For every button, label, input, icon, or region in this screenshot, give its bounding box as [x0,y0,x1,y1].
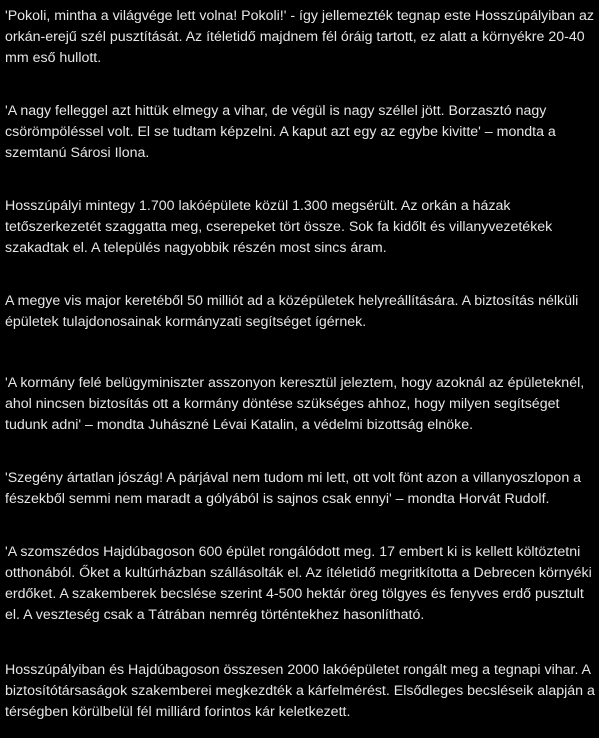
article-paragraph: 'A kormány felé belügyminiszter asszonyon keresztül jeleztem, hogy azoknál az épületeknél, ahol nincsen biztosítás ott a kormány döntése szükséges ahhoz, hogy milyen segítséget tudunk adni' – mondta Juhászné Lévai Katalin, a védelmi bizottság elnöke. [5,375,585,433]
article-paragraph: 'A nagy felleggel azt hittük elmegy a vihar, de végül is nagy széllel jött. Borzasztó nagy csörömpöléssel volt. El se tudtam képzelni. A kaput azt egy az egybe kivitte' – mondta a szemtanú Sárosi Ilona. [5,103,556,161]
article-paragraph: Hosszúpályiban és Hajdúbagoson összesen 2000 lakóépületet rongált meg a tegnapi vihar. A biztosítótársaságok szakemberei megkezdték a kárfelmérést. Elsődleges becsléseik alapján a térségben körülbelül fél milliárd forintos kár keletkezett. [5,662,595,720]
article-paragraph: 'Pokoli, mintha a világvége lett volna! Pokoli!' - így jellemezték tegnap este Hosszúpályiban az orkán-erejű szél pusztítását. Az ítéletidő majdnem fél óráig tartott, ez alatt a környékre 20-40 mm eső hullott. [5,8,594,66]
article-paragraph: A megye vis major keretéből 50 milliót ad a középületek helyreállítására. A biztosítás nélküli épületek tulajdonosainak kormányzati segítséget ígérnek. [5,293,579,330]
article-paragraph: Hosszúpályi mintegy 1.700 lakóépülete közül 1.300 megsérült. Az orkán a házak tetőszerkezetét szaggatta meg, cserepeket tört össze. Sok fa kidőlt és villanyvezetékek szakadtak el. A település nagyobbik részén most sincs áram. [5,198,553,256]
article-paragraph: 'A szomszédos Hajdúbagoson 600 épület rongálódott meg. 17 embert ki is kellett költöztetni otthonából. Őket a kultúrházban szállásolták el. Az ítéletidő megritkította a Debrecen környéki erdőket. A szakemberek becslése szerint 4-500 hektár öreg tölgyes és fenyves erdő pusztult el. A veszteség csak a Tátrában nemrég történtekhez hasonlítható. [5,544,592,623]
article-paragraph: 'Szegény ártatlan jószág! A párjával nem tudom mi lett, ott volt fönt azon a villanyoszlopon a fészekből semmi nem maradt a gólyából is sajnos csak ennyi' – mondta Horvát Rudolf. [5,470,582,507]
